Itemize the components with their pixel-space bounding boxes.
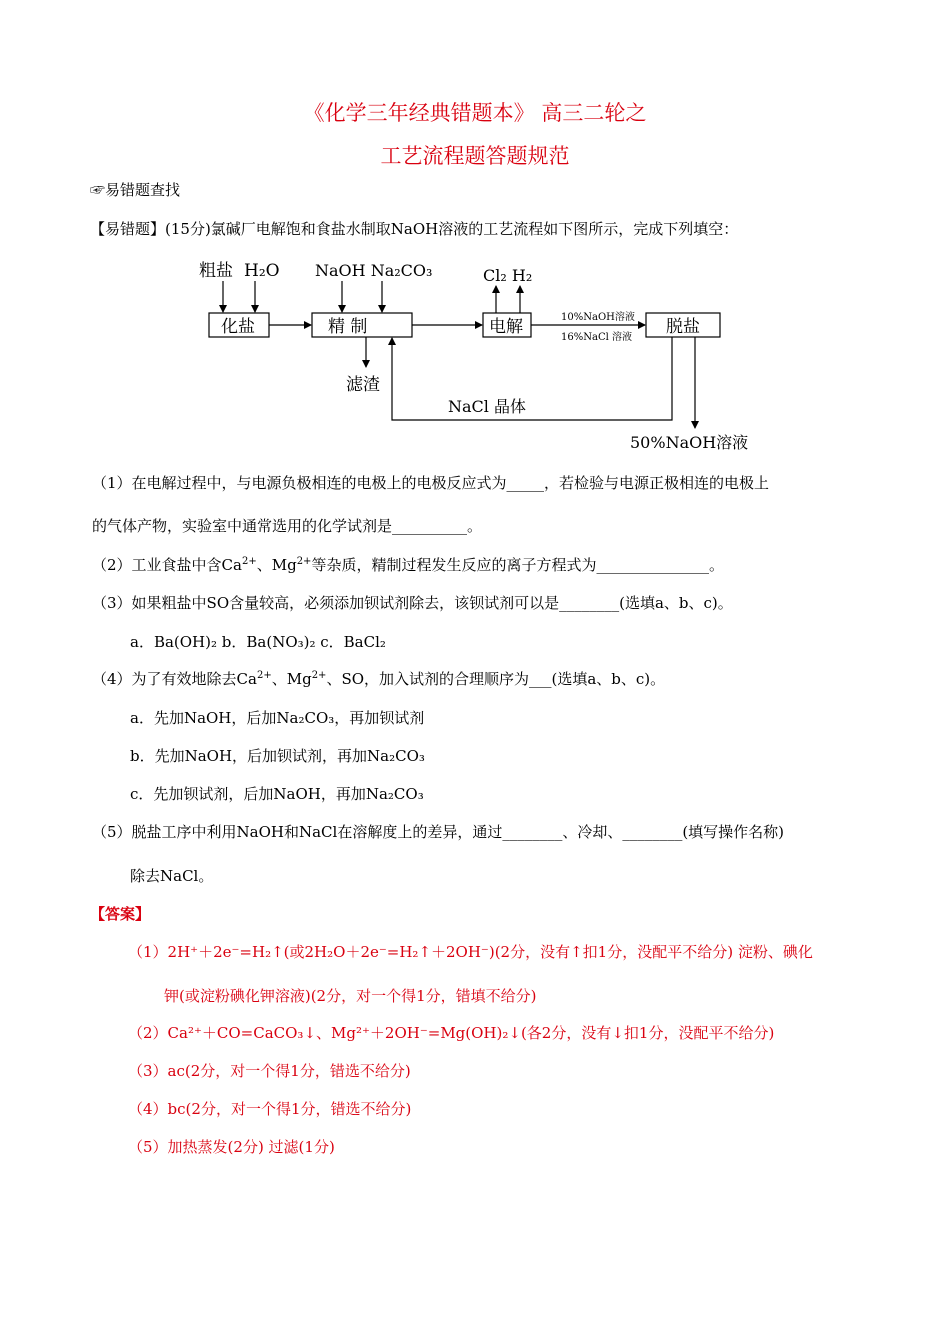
box-refine: 精 制 bbox=[328, 317, 368, 337]
question-4-sup2: 2+ bbox=[311, 670, 327, 681]
question-3-options: a．Ba(OH)₂ b．Ba(NO₃)₂ c．BaCl₂ bbox=[130, 633, 386, 651]
input-water: H₂O bbox=[244, 261, 280, 281]
input-reagents: NaOH Na₂CO₃ bbox=[315, 261, 433, 280]
question-4-option-c: c．先加钡试剂，后加NaOH，再加Na₂CO₃ bbox=[130, 785, 424, 803]
box-dissolve: 化盐 bbox=[221, 317, 255, 337]
question-1-line1: （1）在电解过程中，与电源负极相连的电极上的电极反应式为_____，若检验与电源正极相连的电极上 bbox=[92, 474, 770, 492]
question-2-sup2: 2+ bbox=[296, 556, 312, 567]
box-desalt: 脱盐 bbox=[666, 317, 700, 337]
arrow-label-nacl: 16%NaCl 溶液 bbox=[561, 332, 632, 343]
process-flow-diagram bbox=[180, 248, 800, 463]
question-4-sup1: 2+ bbox=[256, 670, 272, 681]
question-2-post: 等杂质，精制过程发生反应的离子方程式为_______________。 bbox=[311, 556, 724, 574]
question-4-pre: （4）为了有效地除去Ca bbox=[92, 670, 257, 688]
question-1-line2: 的气体产物，实验室中通常选用的化学试剂是__________。 bbox=[92, 517, 483, 535]
answer-1-line1: （1）2H⁺＋2e⁻=H₂↑(或2H₂O＋2e⁻=H₂↑＋2OH⁻)(2分，没有↑扣1分，没配平不给分) 淀粉、碘化 bbox=[128, 943, 813, 961]
page-subtitle: 工艺流程题答题规范 bbox=[380, 144, 570, 168]
question-intro: 【易错题】(15分)氯碱厂电解饱和食盐水制取NaOH溶液的工艺流程如下图所示，完成下列填空： bbox=[90, 220, 739, 238]
output-gases: Cl₂ H₂ bbox=[483, 266, 533, 285]
question-5-line1: （5）脱盐工序中利用NaOH和NaCl在溶解度上的差异，通过________、冷却、________(填写操作名称) bbox=[92, 823, 785, 841]
question-4-option-a: a．先加NaOH，后加Na₂CO₃，再加钡试剂 bbox=[130, 709, 425, 727]
section-label: ☞易错题查找 bbox=[90, 181, 181, 199]
question-2 bbox=[92, 554, 724, 575]
question-2-sup1: 2+ bbox=[241, 556, 257, 567]
question-4-option-b: b．先加NaOH，后加钡试剂，再加Na₂CO₃ bbox=[130, 747, 425, 765]
question-5-line2: 除去NaCl。 bbox=[130, 867, 214, 885]
product-label: 50%NaOH溶液 bbox=[630, 433, 749, 452]
answer-4: （4）bc(2分，对一个得1分，错选不给分) bbox=[128, 1100, 412, 1118]
question-4-post: 、SO，加入试剂的合理顺序为___(选填a、b、c)。 bbox=[326, 670, 666, 688]
question-2-mid: 、Mg bbox=[256, 556, 297, 574]
recycle-label: NaCl 晶体 bbox=[448, 397, 526, 416]
answer-5: （5）加热蒸发(2分) 过滤(1分) bbox=[128, 1138, 335, 1156]
question-4 bbox=[92, 668, 665, 689]
question-2-pre: （2）工业食盐中含Ca bbox=[92, 556, 242, 574]
answer-heading: 【答案】 bbox=[90, 905, 151, 923]
question-3: （3）如果粗盐中SO含量较高，必须添加钡试剂除去，该钡试剂可以是________(选填a、b、c)。 bbox=[92, 594, 733, 612]
page-title: 《化学三年经典错题本》 高三二轮之 bbox=[303, 101, 647, 125]
input-crude-salt: 粗盐 bbox=[199, 261, 233, 281]
residue-label: 滤渣 bbox=[346, 375, 380, 395]
arrow-label-naoh: 10%NaOH溶液 bbox=[561, 312, 635, 323]
question-4-mid: 、Mg bbox=[271, 670, 312, 688]
answer-3: （3）ac(2分，对一个得1分，错选不给分) bbox=[128, 1062, 411, 1080]
answer-2: （2）Ca²⁺＋CO=CaCO₃↓、Mg²⁺＋2OH⁻=Mg(OH)₂↓(各2分，没有↓扣1分，没配平不给分) bbox=[128, 1024, 775, 1042]
answer-1-line2: 钾(或淀粉碘化钾溶液)(2分，对一个得1分，错填不给分) bbox=[164, 987, 537, 1005]
box-electrolysis: 电解 bbox=[489, 317, 523, 337]
